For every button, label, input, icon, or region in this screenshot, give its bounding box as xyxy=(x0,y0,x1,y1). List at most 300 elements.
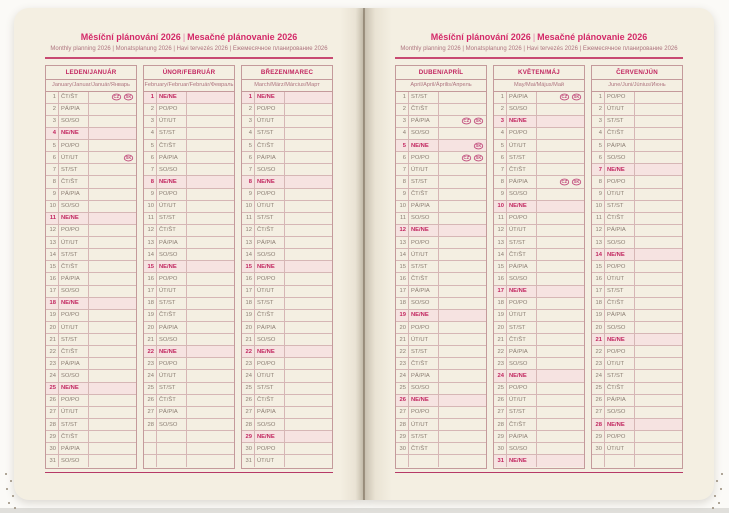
day-number-cell: 2 xyxy=(144,104,157,115)
notes-cell xyxy=(635,455,682,467)
notes-cell xyxy=(187,346,234,357)
notes-cell xyxy=(439,104,486,115)
day-number-cell: 18 xyxy=(396,298,409,309)
weekday-cell: SO/SO xyxy=(59,116,89,127)
weekday-cell: ST/ST xyxy=(255,298,285,309)
notes-cell xyxy=(89,431,136,442)
day-row xyxy=(46,383,136,395)
corner-perforation-dot xyxy=(714,495,716,497)
weekday-cell: PÁ/PIA xyxy=(157,152,187,163)
day-number-cell: 9 xyxy=(242,189,255,200)
weekday-cell: ÚT/UT xyxy=(507,225,537,236)
notes-cell xyxy=(635,92,682,103)
day-row xyxy=(46,261,136,273)
notes-cell xyxy=(537,298,584,309)
notes-cell xyxy=(89,443,136,454)
weekday-cell: PO/PO xyxy=(255,273,285,284)
day-number-cell: 21 xyxy=(46,334,59,345)
notes-cell xyxy=(439,92,486,103)
day-row xyxy=(46,225,136,237)
weekday-cell: NE/NE xyxy=(507,116,537,127)
day-number-cell: 1 xyxy=(46,92,59,103)
day-row xyxy=(242,298,332,310)
page-title-czech: Měsíční plánování 2026 xyxy=(430,32,531,42)
day-number-cell: 5 xyxy=(396,140,409,151)
day-row xyxy=(144,249,234,261)
month-subtitle: May/Mai/Május/Май xyxy=(494,80,584,92)
day-row xyxy=(144,92,234,104)
day-number-cell: 20 xyxy=(242,322,255,333)
weekday-cell: SO/SO xyxy=(409,298,439,309)
notes-cell xyxy=(537,140,584,151)
notes-cell xyxy=(187,286,234,297)
weekday-cell: ČT/ŠT xyxy=(255,225,285,236)
day-number-cell: 2 xyxy=(494,104,507,115)
day-row xyxy=(494,92,584,104)
day-number-cell: 17 xyxy=(144,286,157,297)
day-row xyxy=(396,249,486,261)
day-row xyxy=(494,213,584,225)
day-number-cell: 25 xyxy=(242,383,255,394)
day-row xyxy=(46,395,136,407)
weekday-cell: PO/PO xyxy=(157,273,187,284)
day-row xyxy=(242,455,332,467)
weekday-cell: SO/SO xyxy=(255,164,285,175)
weekday-cell: ČT/ŠT xyxy=(59,346,89,357)
weekday-cell: SO/SO xyxy=(157,334,187,345)
day-row xyxy=(242,383,332,395)
weekday-cell: SO/SO xyxy=(157,249,187,260)
day-number-cell: 12 xyxy=(242,225,255,236)
day-row xyxy=(144,176,234,188)
weekday-cell: NE/NE xyxy=(507,370,537,381)
day-row xyxy=(494,298,584,310)
day-number-cell: 27 xyxy=(242,407,255,418)
notes-cell xyxy=(187,152,234,163)
day-number-cell: 23 xyxy=(592,358,605,369)
day-row xyxy=(494,140,584,152)
weekday-cell: PÁ/PIA xyxy=(507,431,537,442)
day-row xyxy=(144,346,234,358)
weekday-cell: ST/ST xyxy=(59,419,89,430)
month-name: LEDEN/JANUÁR xyxy=(46,66,136,80)
day-number-cell: 15 xyxy=(396,261,409,272)
notes-cell xyxy=(635,249,682,260)
day-number-cell: 2 xyxy=(396,104,409,115)
day-number-cell: 12 xyxy=(494,225,507,236)
day-number-cell: 10 xyxy=(144,201,157,212)
month-subtitle: March/März/Március/Март xyxy=(242,80,332,92)
day-number-cell: 24 xyxy=(46,370,59,381)
weekday-cell: ÚT/UT xyxy=(157,286,187,297)
weekday-cell: PÁ/PIA xyxy=(59,189,89,200)
day-row xyxy=(144,419,234,431)
day-number-cell xyxy=(144,455,157,467)
weekday-cell: PÁ/PIA xyxy=(409,116,439,127)
day-number-cell: 15 xyxy=(592,261,605,272)
day-row xyxy=(46,334,136,346)
notes-cell xyxy=(187,116,234,127)
notes-cell xyxy=(635,358,682,369)
weekday-cell: NE/NE xyxy=(605,334,635,345)
weekday-cell: NE/NE xyxy=(409,395,439,406)
weekday-cell: PO/PO xyxy=(157,358,187,369)
day-row xyxy=(494,176,584,188)
month-name: KVĚTEN/MÁJ xyxy=(494,66,584,80)
day-row xyxy=(494,152,584,164)
day-row xyxy=(144,383,234,395)
day-number-cell: 19 xyxy=(144,310,157,321)
day-row xyxy=(396,116,486,128)
day-row xyxy=(494,395,584,407)
holiday-badge-sk: SK xyxy=(475,118,482,124)
day-number-cell xyxy=(144,443,157,454)
day-number-cell: 13 xyxy=(592,237,605,248)
spine-crease xyxy=(363,8,365,500)
notes-cell xyxy=(439,407,486,418)
weekday-cell: SO/SO xyxy=(507,189,537,200)
day-number-cell: 24 xyxy=(144,370,157,381)
day-row xyxy=(144,128,234,140)
day-row xyxy=(46,213,136,225)
day-number-cell: 11 xyxy=(46,213,59,224)
day-row xyxy=(46,443,136,455)
notes-cell xyxy=(285,370,332,381)
day-number-cell: 17 xyxy=(592,286,605,297)
day-number-cell: 9 xyxy=(592,189,605,200)
day-number-cell: 5 xyxy=(242,140,255,151)
notes-cell xyxy=(439,237,486,248)
notes-cell xyxy=(635,128,682,139)
weekday-cell: SO/SO xyxy=(157,419,187,430)
holiday-badge-cz: CZ xyxy=(463,118,470,124)
weekday-cell: SO/SO xyxy=(157,164,187,175)
notes-cell xyxy=(537,116,584,127)
weekday-cell: ČT/ŠT xyxy=(507,249,537,260)
day-row xyxy=(592,189,682,201)
title-separator: | xyxy=(532,32,536,42)
day-row xyxy=(592,249,682,261)
holiday-badge-cz: CZ xyxy=(561,178,568,185)
day-number-cell: 8 xyxy=(592,176,605,187)
holiday-badge-sk: SK xyxy=(573,94,580,100)
weekday-cell: ÚT/UT xyxy=(255,370,285,381)
weekday-cell: ST/ST xyxy=(605,201,635,212)
day-number-cell: 3 xyxy=(46,116,59,127)
notes-cell xyxy=(187,273,234,284)
notes-cell xyxy=(285,249,332,260)
notes-cell xyxy=(439,116,486,127)
day-number-cell xyxy=(396,455,409,467)
weekday-cell: PÁ/PIA xyxy=(409,286,439,297)
holiday-badge-sk: SK xyxy=(475,142,482,148)
notes-cell xyxy=(635,370,682,381)
notes-cell xyxy=(537,310,584,321)
weekday-cell: ČT/ŠT xyxy=(409,273,439,284)
weekday-cell: SO/SO xyxy=(507,443,537,454)
weekday-cell: NE/NE xyxy=(255,431,285,442)
weekday-cell: ČT/ŠT xyxy=(157,395,187,406)
corner-perforation-dot xyxy=(5,473,7,475)
day-number-cell: 15 xyxy=(242,261,255,272)
day-number-cell: 14 xyxy=(396,249,409,260)
day-row xyxy=(242,201,332,213)
notes-cell xyxy=(89,176,136,187)
weekday-cell: PÁ/PIA xyxy=(59,443,89,454)
weekday-cell: ST/ST xyxy=(507,407,537,418)
day-row xyxy=(242,310,332,322)
weekday-cell: NE/NE xyxy=(409,140,439,151)
weekday-cell: NE/NE xyxy=(507,201,537,212)
notes-cell xyxy=(635,431,682,442)
weekday-cell: ÚT/UT xyxy=(409,334,439,345)
notes-cell xyxy=(439,128,486,139)
day-number-cell: 12 xyxy=(592,225,605,236)
day-number-cell: 22 xyxy=(494,346,507,357)
weekday-cell: SO/SO xyxy=(255,334,285,345)
notes-cell xyxy=(187,322,234,333)
notes-cell xyxy=(537,225,584,236)
weekday-cell: SO/SO xyxy=(59,286,89,297)
day-number-cell: 22 xyxy=(592,346,605,357)
corner-perforation-dot xyxy=(8,502,10,504)
day-number-cell: 13 xyxy=(396,237,409,248)
weekday-cell: PÁ/PIA xyxy=(157,322,187,333)
weekday-cell: ČT/ŠT xyxy=(255,395,285,406)
day-number-cell: 22 xyxy=(144,346,157,357)
day-row xyxy=(144,286,234,298)
title-separator: | xyxy=(182,32,186,42)
notes-cell xyxy=(187,358,234,369)
day-number-cell: 23 xyxy=(144,358,157,369)
weekday-cell: ČT/ŠT xyxy=(507,164,537,175)
weekday-cell: ST/ST xyxy=(507,152,537,163)
month-subtitle: June/Juni/Június/Июнь xyxy=(592,80,682,92)
notes-cell xyxy=(285,455,332,467)
notes-cell xyxy=(537,261,584,272)
day-number-cell: 26 xyxy=(396,395,409,406)
day-row xyxy=(494,104,584,116)
weekday-cell: SO/SO xyxy=(605,322,635,333)
day-row xyxy=(592,298,682,310)
day-number-cell: 9 xyxy=(46,189,59,200)
day-number-cell: 9 xyxy=(494,189,507,200)
day-row xyxy=(46,346,136,358)
day-number-cell: 6 xyxy=(144,152,157,163)
day-row xyxy=(592,152,682,164)
notes-cell xyxy=(537,322,584,333)
notes-cell xyxy=(89,225,136,236)
weekday-cell: PO/PO xyxy=(507,383,537,394)
day-number-cell: 16 xyxy=(242,273,255,284)
weekday-cell: ST/ST xyxy=(507,237,537,248)
day-number-cell: 18 xyxy=(144,298,157,309)
day-row xyxy=(46,273,136,285)
weekday-cell: ÚT/UT xyxy=(605,104,635,115)
day-row xyxy=(592,395,682,407)
day-row xyxy=(592,140,682,152)
day-row xyxy=(396,407,486,419)
weekday-cell: NE/NE xyxy=(255,176,285,187)
notes-cell xyxy=(635,164,682,175)
notes-cell xyxy=(89,164,136,175)
day-number-cell: 18 xyxy=(494,298,507,309)
day-number-cell: 30 xyxy=(46,443,59,454)
day-number-cell: 1 xyxy=(396,92,409,103)
weekday-cell: PO/PO xyxy=(507,213,537,224)
day-number-cell: 4 xyxy=(242,128,255,139)
weekday-cell: SO/SO xyxy=(605,152,635,163)
notes-cell xyxy=(635,395,682,406)
weekday-cell: ČT/ŠT xyxy=(255,310,285,321)
day-row xyxy=(396,92,486,104)
weekday-cell: PO/PO xyxy=(157,104,187,115)
notes-cell xyxy=(537,334,584,345)
day-number-cell: 8 xyxy=(144,176,157,187)
notes-cell xyxy=(635,213,682,224)
day-number-cell: 12 xyxy=(144,225,157,236)
weekday-cell: ST/ST xyxy=(409,176,439,187)
day-number-cell: 6 xyxy=(396,152,409,163)
day-number-cell: 30 xyxy=(396,443,409,454)
notes-cell xyxy=(439,164,486,175)
day-row xyxy=(46,104,136,116)
day-row xyxy=(494,455,584,467)
day-row xyxy=(494,201,584,213)
weekday-cell: PÁ/PIA xyxy=(507,261,537,272)
day-row xyxy=(396,128,486,140)
notes-cell xyxy=(439,443,486,454)
weekday-cell: ČT/ŠT xyxy=(59,261,89,272)
day-number-cell: 7 xyxy=(494,164,507,175)
notes-cell xyxy=(537,431,584,442)
day-number-cell: 30 xyxy=(242,443,255,454)
month-subtitle: February/Februar/Február/Февраль xyxy=(144,80,234,92)
day-row xyxy=(592,358,682,370)
weekday-cell xyxy=(157,443,187,454)
day-row xyxy=(242,189,332,201)
day-row xyxy=(494,261,584,273)
day-number-cell: 12 xyxy=(46,225,59,236)
day-row xyxy=(242,92,332,104)
day-number-cell: 27 xyxy=(494,407,507,418)
day-number-cell: 3 xyxy=(242,116,255,127)
weekday-cell: ÚT/UT xyxy=(409,249,439,260)
weekday-cell: ČT/ŠT xyxy=(409,358,439,369)
day-number-cell: 3 xyxy=(592,116,605,127)
weekday-cell: ČT/ŠT xyxy=(409,443,439,454)
weekday-cell: NE/NE xyxy=(409,310,439,321)
day-number-cell: 14 xyxy=(144,249,157,260)
day-number-cell: 28 xyxy=(144,419,157,430)
day-number-cell: 11 xyxy=(144,213,157,224)
notes-cell xyxy=(439,225,486,236)
day-row xyxy=(242,116,332,128)
weekday-cell: SO/SO xyxy=(605,407,635,418)
day-number-cell: 13 xyxy=(494,237,507,248)
notes-cell xyxy=(537,346,584,357)
weekday-cell: ST/ST xyxy=(409,346,439,357)
day-number-cell: 8 xyxy=(396,176,409,187)
day-row xyxy=(396,201,486,213)
day-row xyxy=(396,298,486,310)
day-row xyxy=(242,213,332,225)
weekday-cell: PÁ/PIA xyxy=(605,140,635,151)
day-row xyxy=(144,370,234,382)
weekday-cell: PO/PO xyxy=(255,358,285,369)
weekday-cell: ST/ST xyxy=(605,116,635,127)
weekday-cell: PÁ/PIA xyxy=(605,395,635,406)
notes-cell xyxy=(635,334,682,345)
weekday-cell: PO/PO xyxy=(59,225,89,236)
notes-cell xyxy=(537,104,584,115)
weekday-cell: ST/ST xyxy=(409,92,439,103)
day-row xyxy=(494,225,584,237)
notes-cell xyxy=(187,164,234,175)
day-row xyxy=(144,322,234,334)
day-row xyxy=(46,322,136,334)
day-number-cell: 13 xyxy=(46,237,59,248)
day-row xyxy=(592,201,682,213)
day-row xyxy=(494,322,584,334)
weekday-cell: ÚT/UT xyxy=(605,273,635,284)
notes-cell xyxy=(439,286,486,297)
weekday-cell: SO/SO xyxy=(507,273,537,284)
notes-cell xyxy=(285,152,332,163)
page-subtitle: Monthly planning 2026 | Monatsplanung 2026 | Havi tervezés 2026 | Ежемесячное планирование 2026 xyxy=(50,46,328,52)
notes-cell xyxy=(187,189,234,200)
day-number-cell: 3 xyxy=(494,116,507,127)
day-number-cell: 17 xyxy=(396,286,409,297)
notes-cell xyxy=(635,407,682,418)
notes-cell xyxy=(89,334,136,345)
day-row xyxy=(144,164,234,176)
day-row xyxy=(592,261,682,273)
notes-cell xyxy=(439,298,486,309)
day-number-cell: 6 xyxy=(46,152,59,163)
day-number-cell: 18 xyxy=(46,298,59,309)
day-row xyxy=(144,140,234,152)
day-row xyxy=(494,358,584,370)
day-row xyxy=(396,395,486,407)
day-number-cell: 4 xyxy=(396,128,409,139)
day-number-cell: 18 xyxy=(242,298,255,309)
weekday-cell: NE/NE xyxy=(255,346,285,357)
day-row xyxy=(494,370,584,382)
notes-cell xyxy=(187,176,234,187)
notes-cell xyxy=(285,431,332,442)
notes-cell xyxy=(537,152,584,163)
day-number-cell: 10 xyxy=(396,201,409,212)
day-number-cell: 10 xyxy=(592,201,605,212)
day-row xyxy=(144,225,234,237)
weekday-cell: ÚT/UT xyxy=(255,201,285,212)
weekday-cell: ST/ST xyxy=(157,298,187,309)
weekday-cell xyxy=(157,431,187,442)
notes-cell xyxy=(439,431,486,442)
day-number-cell: 1 xyxy=(494,92,507,103)
day-row xyxy=(592,92,682,104)
day-row xyxy=(592,310,682,322)
day-number-cell: 29 xyxy=(494,431,507,442)
day-row xyxy=(396,286,486,298)
day-row xyxy=(396,237,486,249)
holiday-badge-sk: SK xyxy=(125,154,132,160)
corner-perforation-dot xyxy=(721,473,723,475)
notes-cell xyxy=(635,176,682,187)
day-number-cell: 20 xyxy=(46,322,59,333)
day-row xyxy=(396,104,486,116)
